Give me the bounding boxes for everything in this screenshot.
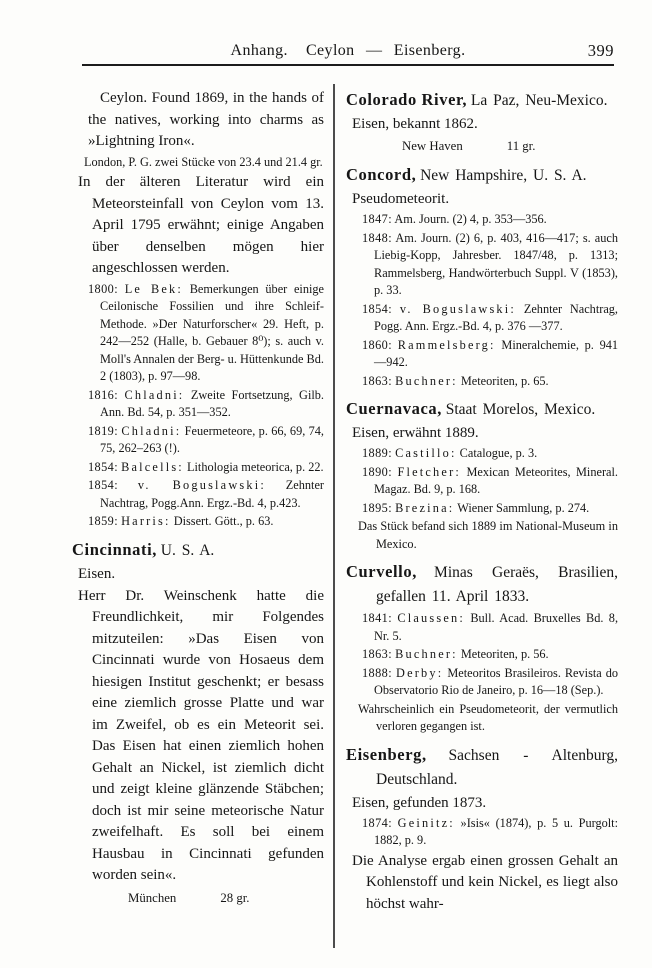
reference-entry <box>362 815 618 850</box>
entry-note: Wahrscheinlich ein Pseudometeorit, der vermutlich verloren gegangen ist. <box>358 701 618 733</box>
reference-author: Chladni: <box>121 423 182 438</box>
reference-entry <box>362 500 618 518</box>
reference-year: 1848: <box>362 230 393 245</box>
running-title-range: Ceylon — Eisenberg. <box>305 42 466 59</box>
classification-line: Pseudometeorit. <box>352 191 450 207</box>
entry-note: Das Stück befand sich 1889 im National-Museum in Mexico. <box>358 519 618 551</box>
reference-entry <box>362 373 618 391</box>
reference-text: Bull. Acad. Bruxelles Bd. 8, Nr. 5. <box>374 611 618 643</box>
text-columns <box>72 88 618 962</box>
entry-name: Curvello, <box>346 562 417 581</box>
entry-name: Cincinnati, <box>72 539 157 559</box>
entry-paragraph: Herr Dr. Weinschenk hatte die Freundlichkeit, mir Folgendes mitzuteilen: »Das Eisen von Cincinnati wurde von Hosaeus dem hiesigen Institut geschenkt; er besass eine ziemlich grosse Platte und war im Zweifel, ob es ein Meteorit sei. Das Eisen hat einen ziemlich hohen Gehalt an Nickel, ist ziemlich dicht und zeigt kleine glänzende Stäbchen; doch ist mir seine meteorische Natur zweifelhaft. Es soll bei einem Hausbau in Cincinnati gefunden worden sein«. <box>78 587 324 883</box>
collection-holding <box>402 137 618 156</box>
reference-year: 1888: <box>362 665 393 680</box>
reference-year: 1863: <box>362 647 393 661</box>
reference-author: Castillo: <box>395 446 457 460</box>
reference-entry <box>362 464 618 499</box>
reference-entry <box>362 610 618 645</box>
reference-year: 1895: <box>362 500 393 515</box>
reference-year: 1889: <box>362 446 393 460</box>
reference-entry <box>88 513 324 531</box>
entry-paragraph: In der älteren Literatur wird ein Meteorsteinfall von Ceylon vom 13. April 1795 erwähnt; einige Angaben über denselben mögen hier angeschlossen werden. <box>78 174 324 276</box>
entry-locality: U. S. A. <box>160 541 215 559</box>
running-title-section: Anhang. <box>230 42 288 59</box>
page-number: 399 <box>587 41 614 60</box>
reference-text: »Isis« (1874), p. 5 u. Purgolt: 1882, p. 9. <box>374 815 618 847</box>
reference-year: 1819: <box>88 423 119 438</box>
reference-author: Brezina: <box>395 500 455 515</box>
reference-text: Dissert. Gött., p. 63. <box>173 514 274 528</box>
collection-weight: 28 gr. <box>220 890 250 905</box>
entry-name: Concord, <box>346 165 417 184</box>
collection-note: London, P. G. zwei Stücke von 23.4 und 21.4 gr. <box>84 154 323 169</box>
entry-name: Cuernavaca, <box>346 399 442 418</box>
reference-text: Meteoriten, p. 56. <box>460 647 549 661</box>
reference-text: Mineralchemie, p. 941—942. <box>374 337 618 369</box>
reference-author: v. Boguslawski: <box>399 301 517 316</box>
reference-entry <box>362 337 618 372</box>
collection-holding <box>128 889 324 908</box>
reference-text: Am. Journ. (2) 6, p. 403, 416—417; s. auch Liebig-Kopp, Jahresber. 1847/48, p. 1313; Rammelsberg, Handwörterbuch Suppl. V (1853), p. 33. <box>374 230 618 297</box>
reference-author: Chladni: <box>124 387 185 402</box>
reference-author: Claussen: <box>397 611 465 625</box>
page-header <box>82 42 614 66</box>
reference-entry <box>362 211 618 229</box>
entry-name: Colorado River, <box>346 90 468 109</box>
reference-author: Geinitz: <box>397 815 455 830</box>
reference-text: Zehnter Nachtrag, Pogg.Ann. Ergz.-Bd. 4, p.423. <box>100 478 325 510</box>
reference-entry <box>362 646 618 664</box>
entry-heading-colorado-river <box>346 88 618 113</box>
reference-text: Zehnter Nachtrag, Pogg. Ann. Ergz.-Bd. 4, p. 376 —377. <box>374 301 618 333</box>
reference-text: Bemerkungen über einige Ceilonische Fossilien und ihre Schleif-Methode. »Der Naturforscher« 29. Heft, p. 242—252 (Halle, b. Gebauer 8⁰); s. auch v. Moll's Annalen der Berg- u. Hüttenkunde Bd. 2 (1803), p. 97—98. <box>100 281 324 383</box>
reference-text: Am. Journ. (2) 4, p. 353—356. <box>394 212 547 226</box>
reference-year: 1854: <box>88 478 119 492</box>
reference-text: Feuermeteore, p. 66, 69, 74, 75, 262–263 (!). <box>100 423 325 455</box>
entry-locality: Sachsen - Altenburg, Deutschland. <box>376 746 618 788</box>
reference-year: 1859: <box>88 514 119 528</box>
entry-continuation-paragraph: Ceylon. Found 1869, in the hands of the natives, working into charms as »Lightning Iron«. <box>88 90 324 149</box>
collection-location: München <box>128 890 177 905</box>
reference-text: Meteoriten, p. 65. <box>460 373 549 388</box>
reference-entry <box>88 281 324 386</box>
reference-entry <box>88 423 324 458</box>
reference-entry <box>362 301 618 336</box>
reference-author: Buchner: <box>395 647 458 661</box>
reference-year: 1863: <box>362 373 393 388</box>
entry-locality: Staat Morelos, Mexico. <box>445 401 596 418</box>
left-column <box>72 88 324 962</box>
reference-text: Wiener Sammlung, p. 274. <box>457 500 590 515</box>
reference-entry <box>362 230 618 300</box>
reference-entry <box>88 387 324 422</box>
entry-locality: New Hampshire, U. S. A. <box>420 167 587 184</box>
reference-author: v. Boguslawski: <box>137 478 266 492</box>
classification-line: Eisen, bekannt 1862. <box>352 116 478 132</box>
entry-heading-cincinnati <box>72 538 324 563</box>
entry-heading-concord <box>346 163 618 188</box>
reference-entry <box>362 665 618 700</box>
entry-heading-cuernavaca <box>346 397 618 422</box>
reference-year: 1854: <box>362 301 393 316</box>
entry-name: Eisenberg, <box>346 744 427 764</box>
reference-year: 1890: <box>362 464 393 479</box>
reference-year: 1816: <box>88 387 119 402</box>
reference-author: Le Bek: <box>124 281 184 296</box>
reference-text: Zweite Fortsetzung, Gilb. Ann. Bd. 54, p. 351—352. <box>100 387 324 419</box>
reference-text: Catalogue, p. 3. <box>459 446 538 460</box>
reference-author: Derby: <box>395 665 444 680</box>
reference-author: Rammelsberg: <box>397 337 496 352</box>
entry-paragraph: Die Analyse ergab einen grossen Gehalt an Kohlenstoff und kein Nickel, es liegt also höchst wahr- <box>352 852 618 912</box>
reference-year: 1860: <box>362 337 393 352</box>
running-title <box>231 42 466 59</box>
classification-line: Eisen, erwähnt 1889. <box>352 425 479 441</box>
reference-entry <box>88 477 324 512</box>
reference-author: Balcells: <box>121 459 184 474</box>
classification-line: Eisen. <box>78 565 116 582</box>
reference-year: 1847: <box>362 212 393 226</box>
reference-entry <box>88 459 324 477</box>
reference-year: 1841: <box>362 611 393 625</box>
classification-line: Eisen, gefunden 1873. <box>352 794 487 811</box>
reference-text: Mexican Meteorites, Mineral. Magaz. Bd. 9, p. 168. <box>374 464 618 496</box>
reference-text: Lithologia meteorica, p. 22. <box>187 459 324 474</box>
entry-heading-curvello <box>346 560 618 609</box>
entry-locality: Minas Geraës, Brasilien, gefallen 11. April 1833. <box>376 564 618 605</box>
reference-year: 1800: <box>88 281 119 296</box>
collection-weight: 11 gr. <box>506 139 536 153</box>
reference-author: Fletcher: <box>397 464 461 479</box>
right-column <box>346 88 618 962</box>
reference-year: 1854: <box>88 459 119 474</box>
reference-entry <box>362 445 618 463</box>
reference-author: Buchner: <box>395 373 458 388</box>
entry-locality: La Paz, Neu-Mexico. <box>470 92 608 109</box>
reference-author: Harris: <box>121 514 171 528</box>
entry-heading-eisenberg <box>346 743 618 792</box>
collection-location: New Haven <box>402 139 463 153</box>
reference-text: Meteoritos Brasileiros. Revista do Observatorio Rio de Janeiro, p. 16—18 (Sep.). <box>374 665 618 697</box>
reference-year: 1874: <box>362 815 393 830</box>
